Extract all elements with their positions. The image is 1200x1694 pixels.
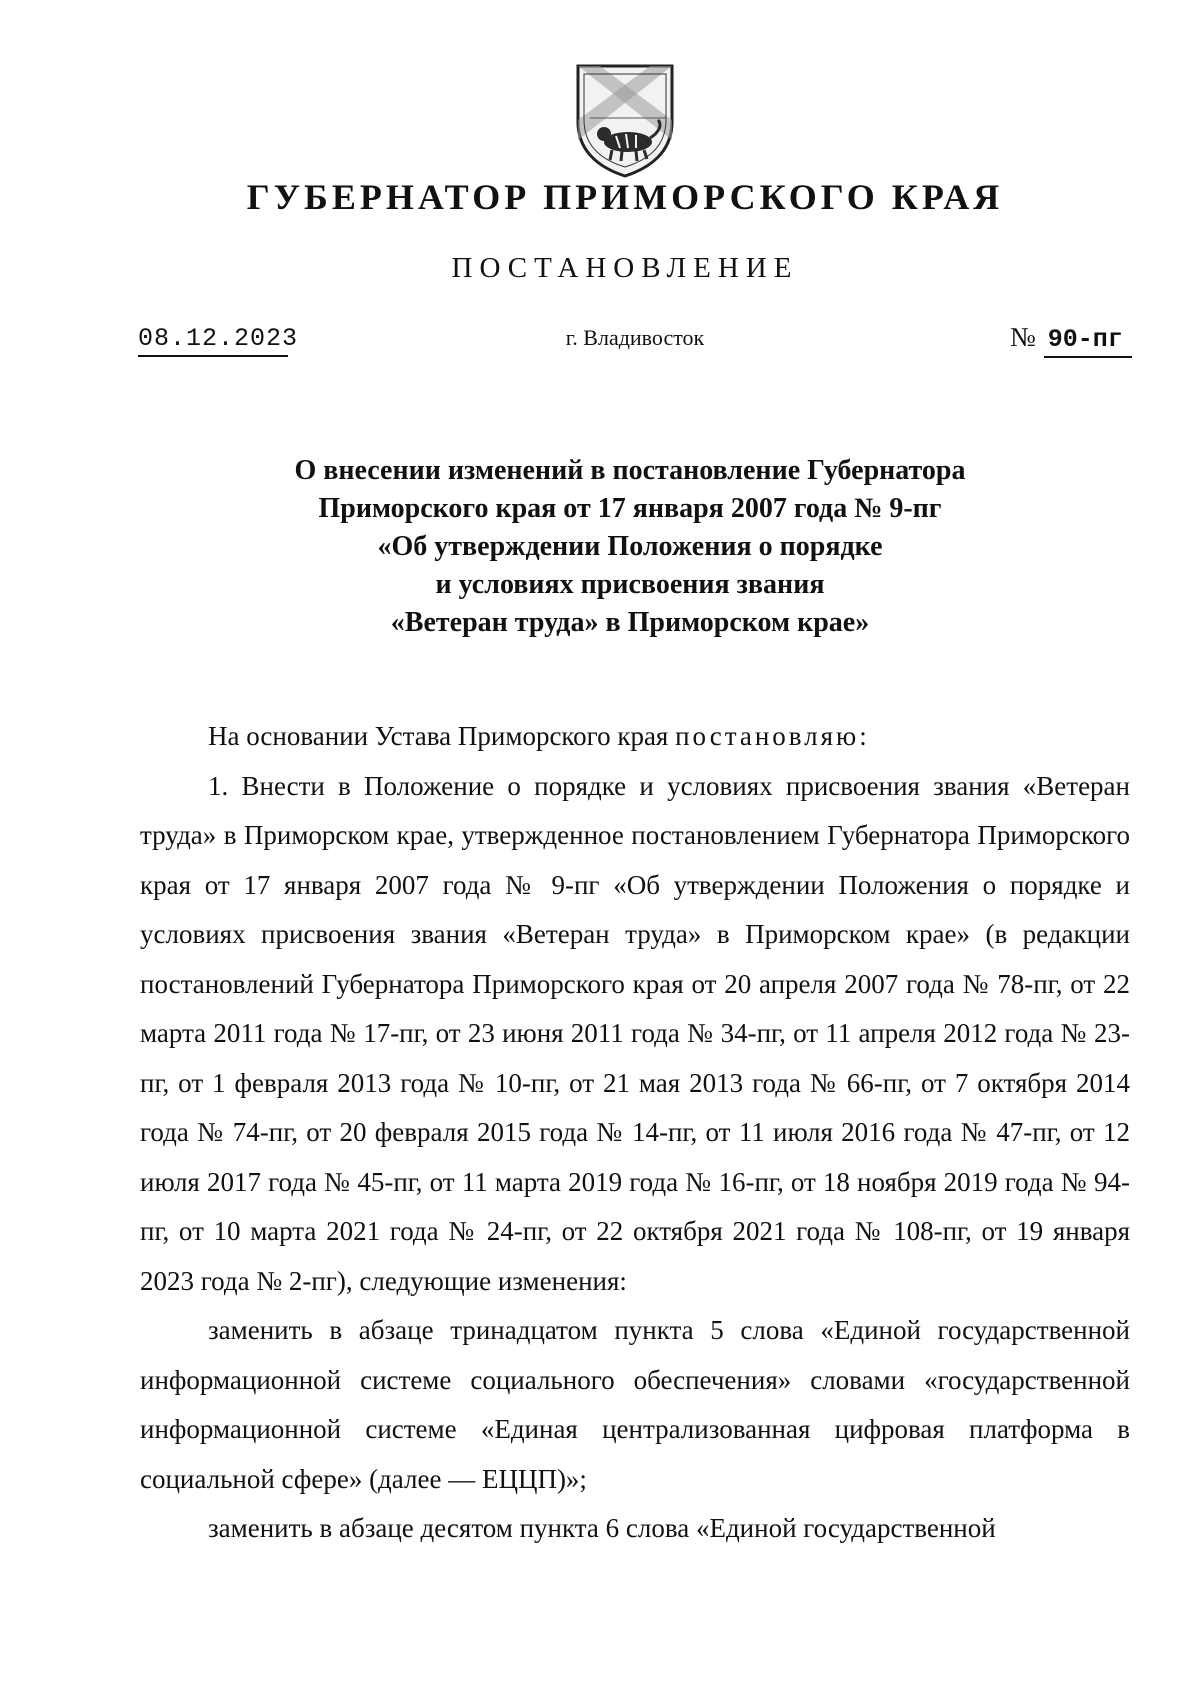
coat-of-arms-icon — [570, 60, 680, 180]
title-line: «Ветеран труда» в Приморском крае» — [390, 607, 870, 638]
title-line: Приморского края от 17 января 2007 года № 9-пг — [318, 493, 942, 524]
number-value: 90-пг — [1044, 325, 1132, 358]
preamble-text: На основании Устава Приморского края — [208, 721, 676, 751]
document-city: г. Владивосток — [565, 325, 705, 350]
document-title — [140, 452, 1120, 642]
document-type: ПОСТАНОВЛЕНИЕ — [451, 252, 799, 284]
body-paragraph: заменить в абзаце тринадцатом пункта 5 слова «Единой государственной информационной системе социального обеспечения» словами «государственной информационной системе «Единая централизованная цифровая платформа в социальной сфере» (далее — ЕЦЦП)»; — [140, 1315, 1130, 1494]
document-date: 08.12.2023 — [138, 324, 288, 357]
document-body — [140, 712, 1130, 1554]
body-paragraph: заменить в абзаце десятом пункта 6 слова «Единой государственной — [208, 1513, 996, 1543]
body-paragraph: 1. Внести в Положение о порядке и условиях присвоения звания «Ветеран труда» в Приморском крае, утвержденное постановлением Губернатора Приморского края от 17 января 2007 года № 9-пг «Об утверждении Положения о порядке и условиях присвоения звания «Ветеран труда» в Приморском крае» (в редакции постановлений Губернатора Приморского края от 20 апреля 2007 года № 78-пг, от 22 марта 2011 года № 17-пг, от 23 июня 2011 года № 34-пг, от 11 апреля 2012 года № 23-пг, от 1 февраля 2013 года № 10-пг, от 21 мая 2013 года № 66-пг, от 7 октября 2014 года № 74-пг, от 20 февраля 2015 года № 14-пг, от 11 июля 2016 года № 47-пг, от 12 июля 2017 года № 45-пг, от 11 марта 2019 года № 16-пг, от 18 ноября 2019 года № 94-пг, от 10 марта 2021 года № 24-пг, от 22 октября 2021 года № 108-пг, от 19 января 2023 года № 2-пг), следующие изменения: — [140, 770, 1130, 1296]
issuing-authority: ГУБЕРНАТОР ПРИМОРСКОГО КРАЯ — [246, 177, 1004, 217]
title-line: О внесении изменений в постановление Губернатора — [294, 455, 966, 486]
decree-word: постановляю: — [675, 721, 870, 751]
number-sign: № — [1010, 322, 1036, 352]
preamble-paragraph — [140, 712, 1130, 762]
title-line: и условиях присвоения звания — [435, 569, 825, 600]
title-line: «Об утверждении Положения о порядке — [377, 531, 883, 562]
document-number — [1010, 322, 1132, 358]
